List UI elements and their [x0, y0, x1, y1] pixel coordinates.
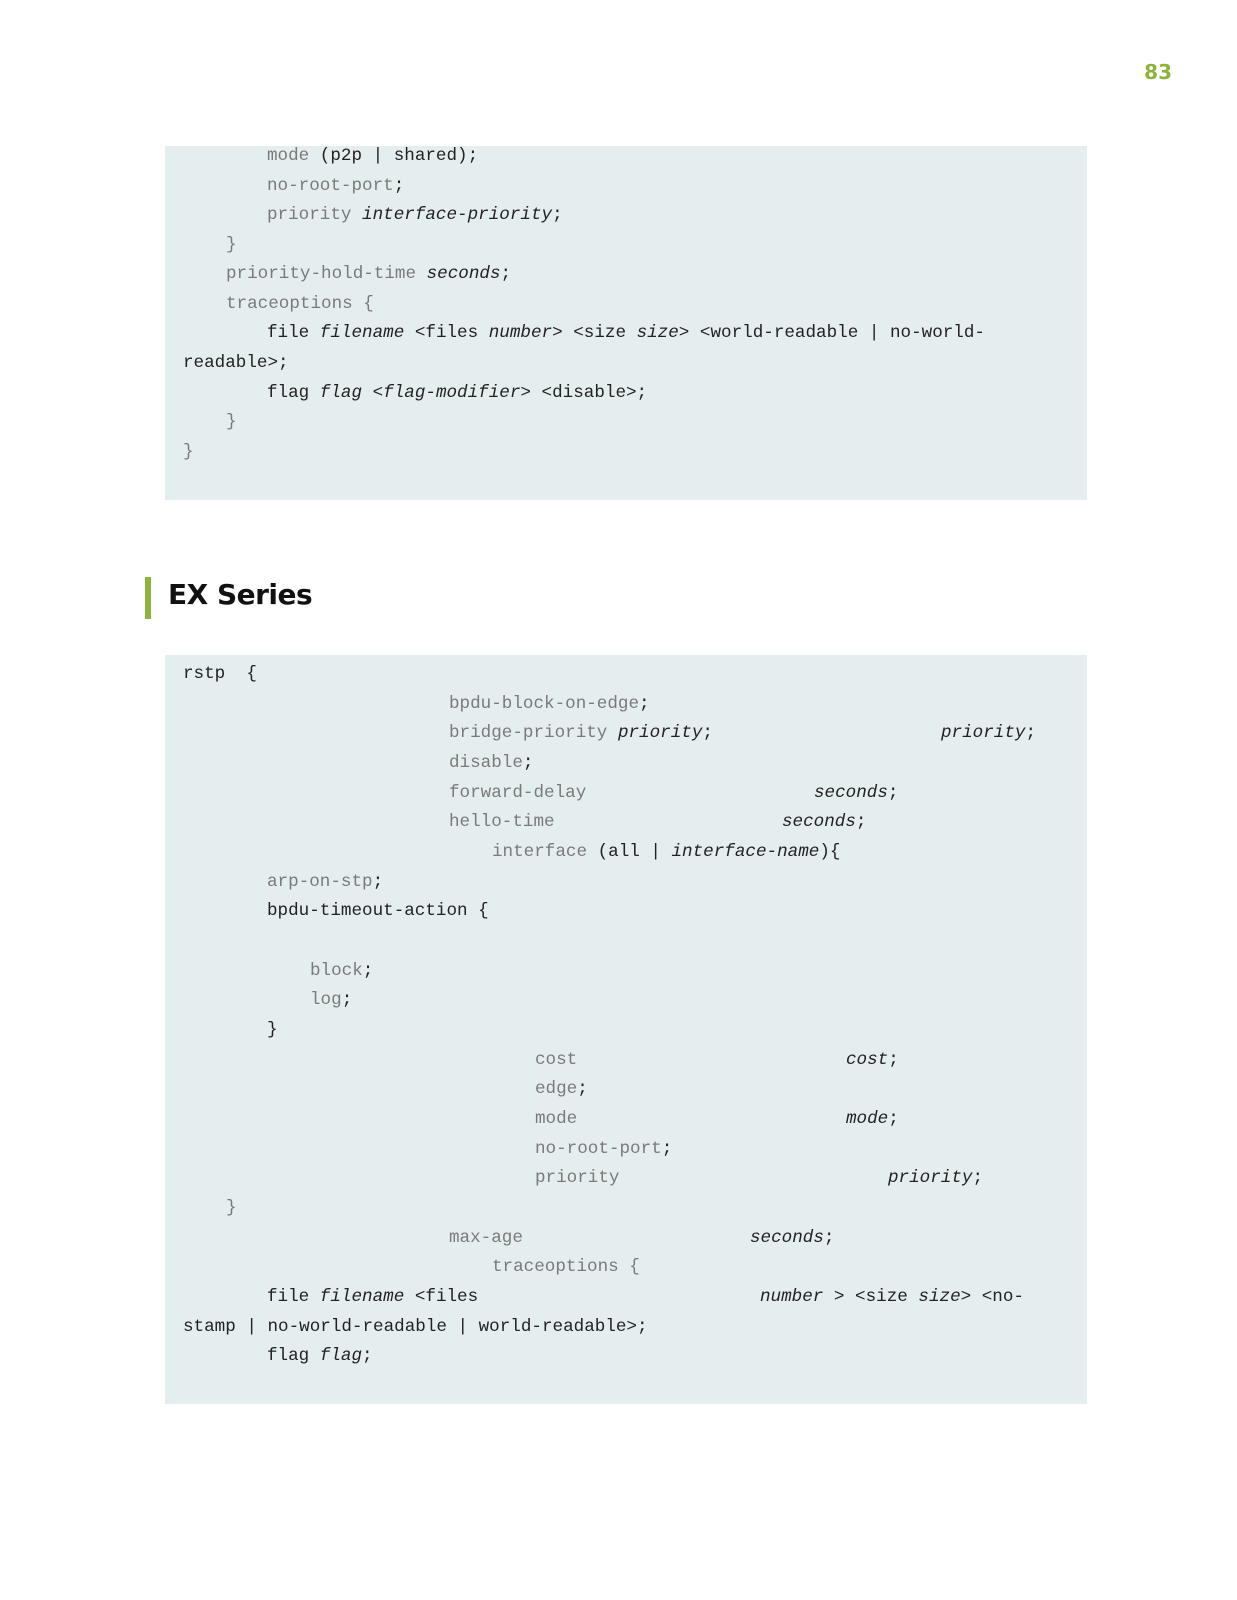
code-placeholder: interface-name: [671, 842, 820, 862]
code-token: priority-hold-time: [226, 264, 427, 284]
code-token: > <disable>;: [520, 383, 648, 403]
code-token: ){: [819, 842, 841, 862]
code-token: stamp | no-world-readable | world-readable>;: [183, 1317, 648, 1337]
code-token: ;: [661, 1139, 673, 1159]
code-token: flag: [267, 383, 320, 403]
code-placeholder: filename: [319, 323, 405, 343]
code-token: forward-delay: [449, 783, 587, 803]
code-token: (all |: [587, 842, 672, 862]
code-token: <: [362, 383, 384, 403]
code-token: bridge-priority: [449, 723, 618, 743]
code-token: no-root-port: [535, 1139, 662, 1159]
code-token: ;: [702, 723, 713, 743]
code-token: block: [310, 961, 363, 981]
code-placeholder: cost: [846, 1050, 889, 1070]
code-token: mode: [267, 146, 310, 166]
code-placeholder: interface-priority: [362, 205, 553, 225]
code-token: ;: [577, 1079, 588, 1099]
code-placeholder: priority: [941, 723, 1026, 743]
code-placeholder: priority: [888, 1168, 973, 1188]
code-block-junos-rstp-config: [165, 146, 1087, 500]
code-token: ;: [393, 176, 405, 196]
code-token: }: [226, 1198, 237, 1218]
code-token: no-root-port: [267, 176, 394, 196]
code-token: ;: [500, 264, 512, 284]
code-block-ex-series-rstp: [165, 655, 1087, 1404]
code-token: ;: [552, 205, 563, 225]
code-placeholder: size: [918, 1287, 961, 1307]
code-token: ;: [362, 1346, 373, 1366]
code-token: }: [226, 235, 237, 255]
code-token: ;: [1025, 723, 1037, 743]
code-token: rstp {: [183, 664, 257, 684]
code-token: > <size: [823, 1287, 919, 1307]
code-placeholder: seconds: [814, 783, 888, 803]
code-token: <files: [404, 1287, 479, 1307]
code-token: > <size: [552, 323, 637, 343]
code-token: ;: [888, 1050, 899, 1070]
heading-accent-bar: [145, 577, 151, 619]
code-token: ;: [372, 872, 384, 892]
code-placeholder: seconds: [782, 812, 856, 832]
code-token: }: [183, 442, 194, 462]
code-placeholder: number: [488, 323, 553, 343]
code-token: interface: [492, 842, 588, 862]
code-token: ;: [341, 990, 353, 1010]
code-placeholder: priority: [617, 723, 703, 743]
page-number: 83: [1144, 60, 1172, 84]
code-placeholder: flag-modifier: [383, 383, 521, 403]
code-token: file: [267, 1287, 320, 1307]
code-token: log: [310, 990, 342, 1010]
code-placeholder: seconds: [750, 1228, 824, 1248]
code-token: file: [267, 323, 320, 343]
code-token: ;: [888, 1109, 899, 1129]
code-token: }: [226, 412, 237, 432]
code-token: bpdu-block-on-edge: [449, 694, 640, 714]
code-token: > <no-: [960, 1287, 1024, 1307]
code-token: edge: [535, 1079, 578, 1099]
code-token: bpdu-timeout-action {: [267, 901, 489, 921]
code-token: arp-on-stp: [267, 872, 373, 892]
code-token: ;: [362, 961, 374, 981]
code-placeholder: flag: [319, 1346, 363, 1366]
code-token: > <world-readable | no-world-: [678, 323, 985, 343]
code-token: traceoptions {: [226, 294, 374, 314]
section-heading: EX Series: [168, 578, 313, 611]
code-token: (p2p | shared);: [309, 146, 479, 166]
code-token: max-age: [449, 1228, 523, 1248]
code-token: priority: [267, 205, 363, 225]
code-placeholder: mode: [846, 1109, 889, 1129]
code-placeholder: filename: [319, 1287, 405, 1307]
code-token: traceoptions {: [492, 1257, 640, 1277]
code-placeholder: number: [760, 1287, 824, 1307]
code-token: hello-time: [449, 812, 555, 832]
code-token: ;: [639, 694, 650, 714]
code-token: priority: [535, 1168, 620, 1188]
code-token: flag: [267, 1346, 320, 1366]
code-token: ;: [887, 783, 899, 803]
code-token: ;: [855, 812, 867, 832]
code-token: readable>;: [183, 353, 289, 373]
code-token: ;: [522, 753, 534, 773]
code-token: mode: [535, 1109, 578, 1129]
code-token: ;: [823, 1228, 835, 1248]
code-token: ;: [972, 1168, 984, 1188]
code-token: <files: [404, 323, 489, 343]
code-token: cost: [535, 1050, 578, 1070]
code-placeholder: seconds: [426, 264, 501, 284]
code-placeholder: size: [636, 323, 679, 343]
code-placeholder: flag: [319, 383, 363, 403]
code-token: }: [267, 1020, 278, 1040]
code-token: disable: [449, 753, 523, 773]
